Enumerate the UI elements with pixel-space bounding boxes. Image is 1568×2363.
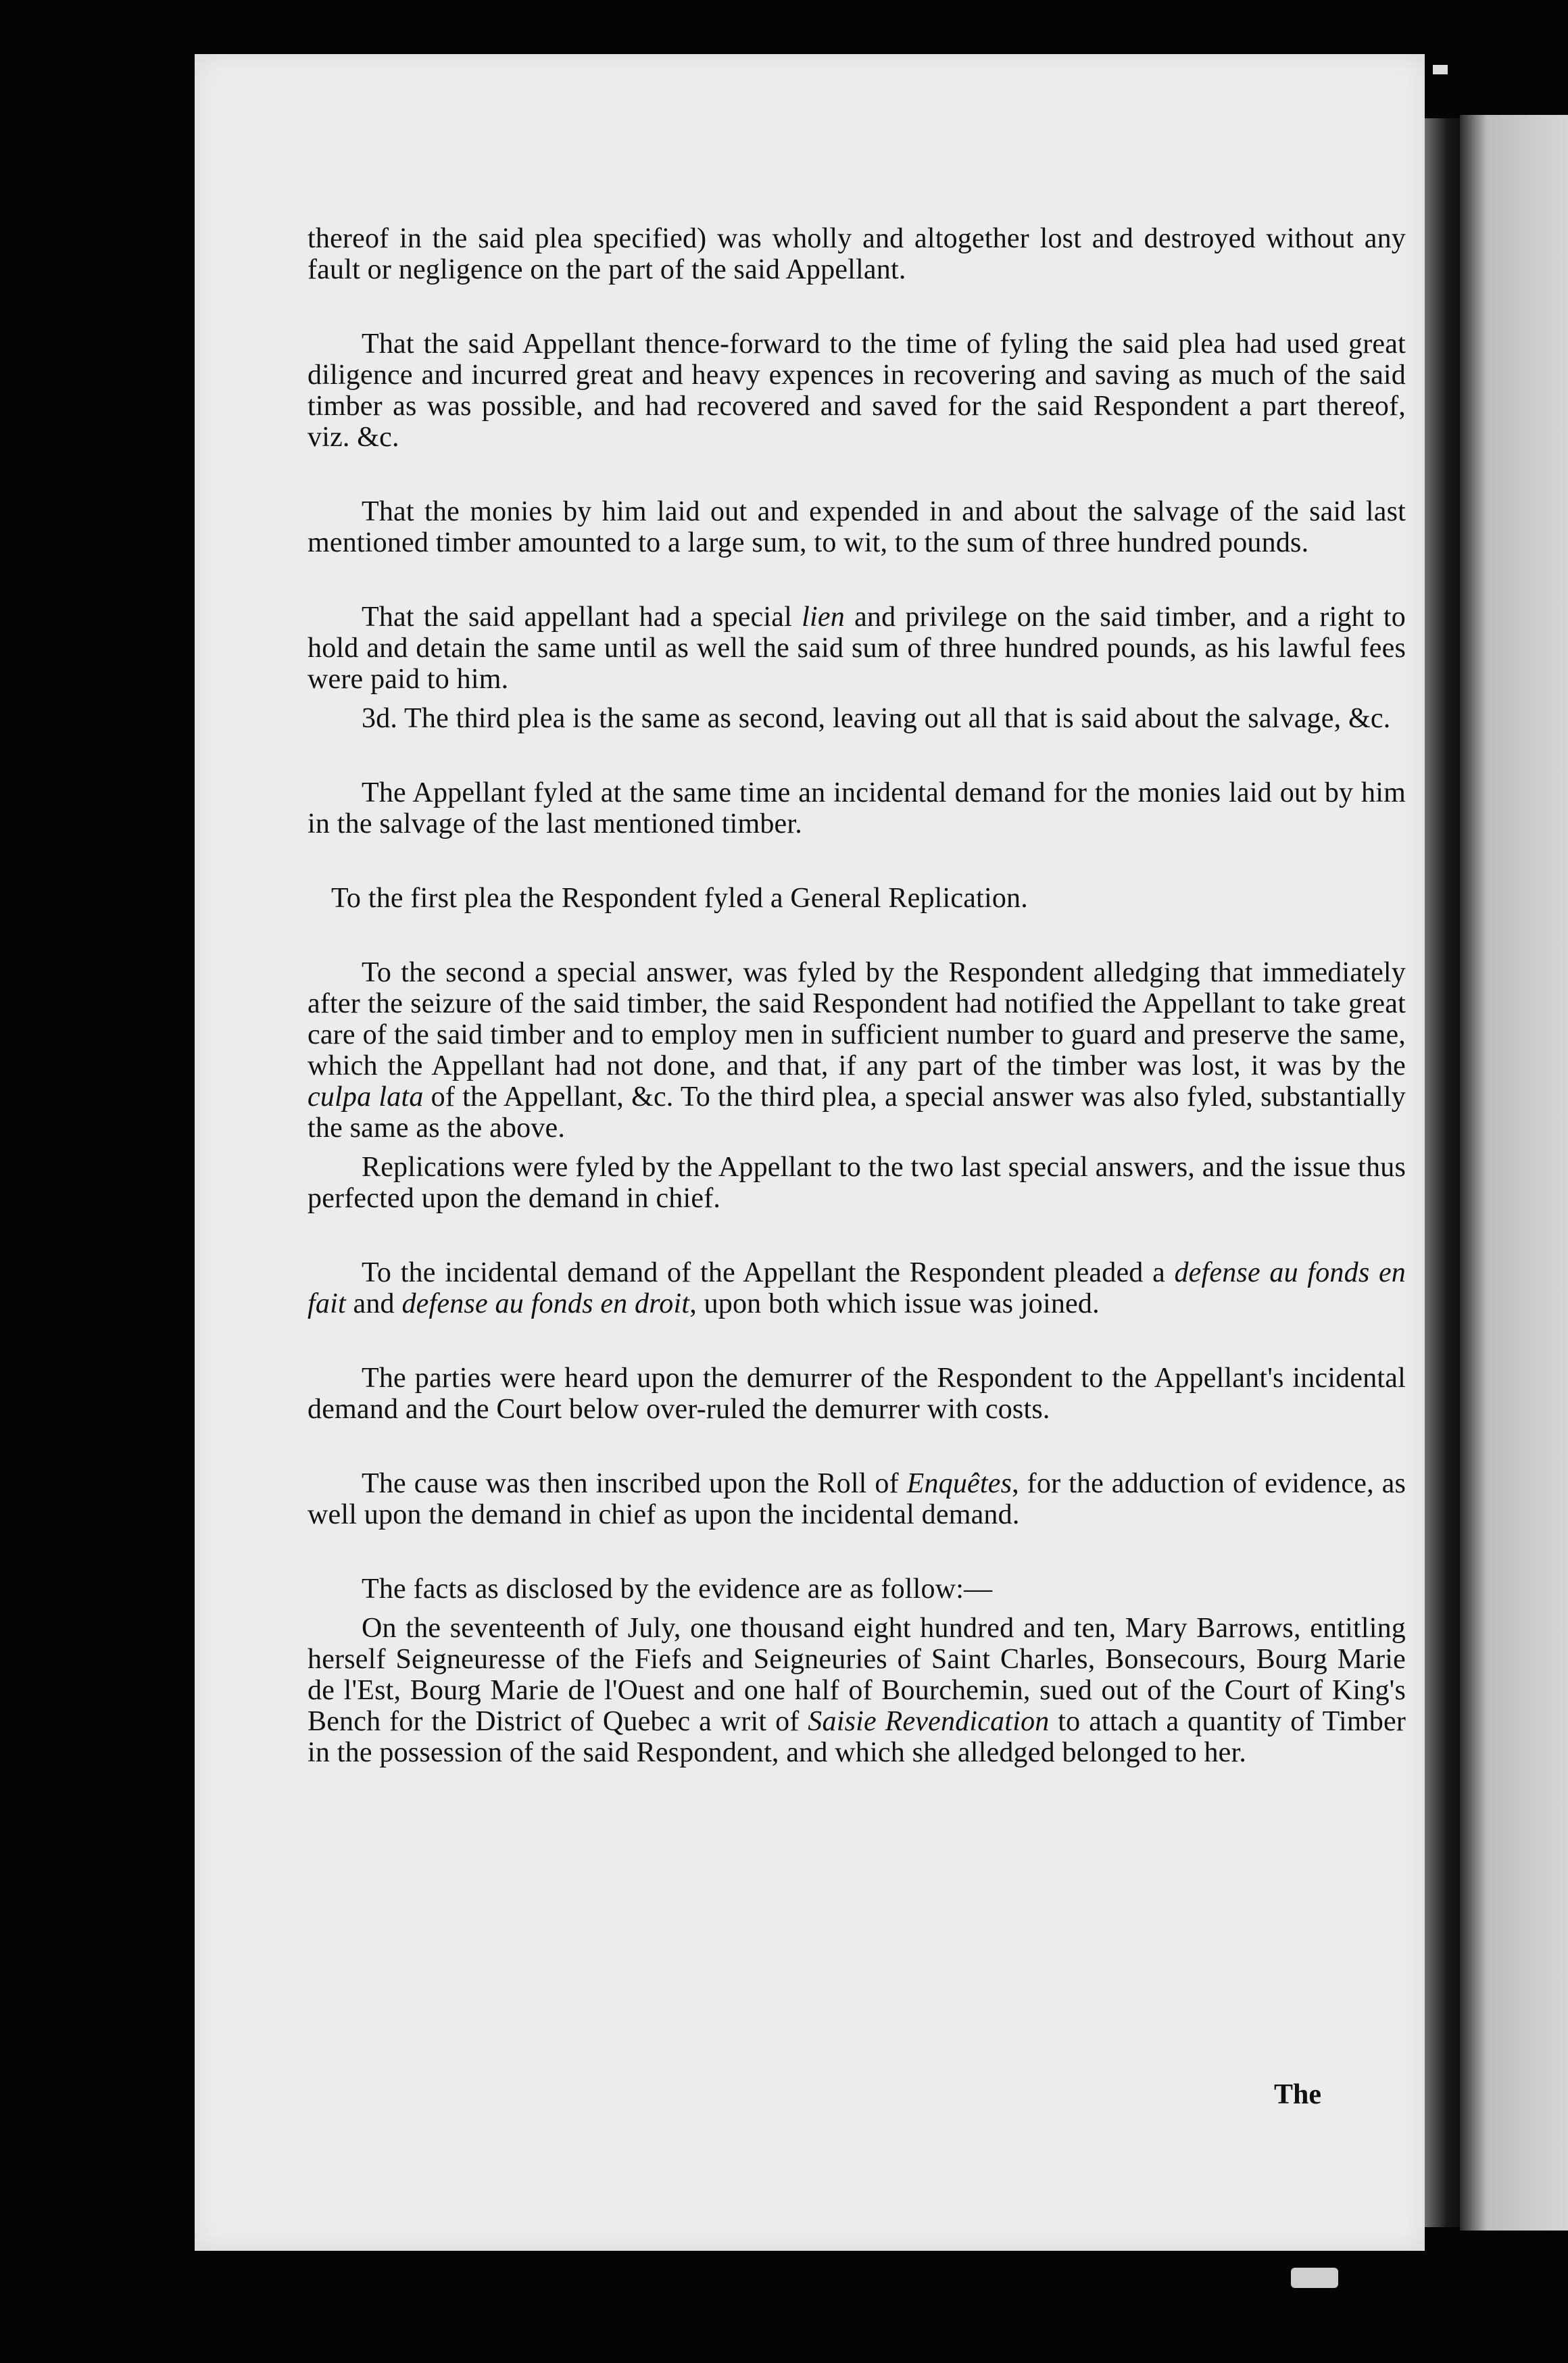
page-body	[308, 223, 1406, 1776]
paragraph-third-plea: 3d. The third plea is the same as second, leaving out all that is said about the salvage, &c.	[362, 703, 1391, 734]
paragraph-defense-au-fonds: To the incidental demand of the Appellant the Respondent pleaded a defense au fonds en fait and defense au fonds en droit, upon both which issue was joined.	[308, 1257, 1406, 1319]
paragraph-facts-intro: The facts as disclosed by the evidence are as follow:—	[362, 1574, 993, 1605]
scan-smudge	[1291, 2268, 1338, 2288]
facing-page-edge	[1460, 115, 1568, 2231]
catchword: The	[1274, 2079, 1322, 2110]
paragraph-general-replication: To the first plea the Respondent fyled a General Replication.	[331, 883, 1028, 914]
paragraph-special-answer: To the second a special answer, was fyled by the Respondent alledging that immediately after the seizure of the said timber, the said Respondent had notified the Appellant to take great care of the said timber and to employ men in sufficient number to guard and preserve the same, which the Appellant had not done, and that, if any part of the timber was lost, it was by the culpa lata of the Appellant, &c. To the third plea, a special answer was also fyled, substantially the same as the above.	[308, 957, 1406, 1144]
paragraph-special-lien: That the said appellant had a special lien and privilege on the said timber, and a right to hold and detain the same until as well the said sum of three hundred pounds, as his lawful fees were paid to him.	[308, 602, 1406, 695]
paragraph-diligence: That the said Appellant thence-forward to the time of fyling the said plea had used great diligence and incurred great and heavy expences in recovering and saving as much of the said timber as was possible, and had recovered and saved for the said Respondent a part thereof, viz. &c.	[308, 328, 1406, 453]
paragraph-roll-of-enquetes: The cause was then inscribed upon the Roll of Enquêtes, for the adduction of evidence, as well upon the demand in chief as upon the incidental demand.	[308, 1468, 1406, 1530]
book-gutter	[1423, 118, 1463, 2227]
paragraph-demurrer: The parties were heard upon the demurrer of the Respondent to the Appellant's incidental demand and the Court below over-ruled the demurrer with costs.	[308, 1363, 1406, 1425]
paragraph-replications: Replications were fyled by the Appellant to the two last special answers, and the issue thus perfected upon the demand in chief.	[308, 1152, 1406, 1214]
paragraph-plea-continuation: thereof in the said plea specified) was wholly and altogether lost and destroyed without any fault or negligence on the part of the said Appellant.	[308, 223, 1406, 285]
paragraph-incidental-demand: The Appellant fyled at the same time an incidental demand for the monies laid out by him in the salvage of the last mentioned timber.	[308, 777, 1406, 839]
paragraph-salvage-sum: That the monies by him laid out and expended in and about the salvage of the said last mentioned timber amounted to a large sum, to wit, to the sum of three hundred pounds.	[308, 496, 1406, 558]
scan-corner-mark	[1433, 65, 1448, 74]
paragraph-mary-barrows: On the seventeenth of July, one thousand eight hundred and ten, Mary Barrows, entitling herself Seigneuresse of the Fiefs and Seigneuries of Saint Charles, Bonsecours, Bourg Marie de l'Est, Bourg Marie de l'Ouest and one half of Bourchemin, sued out of the Court of King's Bench for the District of Quebec a writ of Saisie Revendication to attach a quantity of Timber in the possession of the said Respondent, and which she alledged belonged to her.	[308, 1613, 1406, 1768]
